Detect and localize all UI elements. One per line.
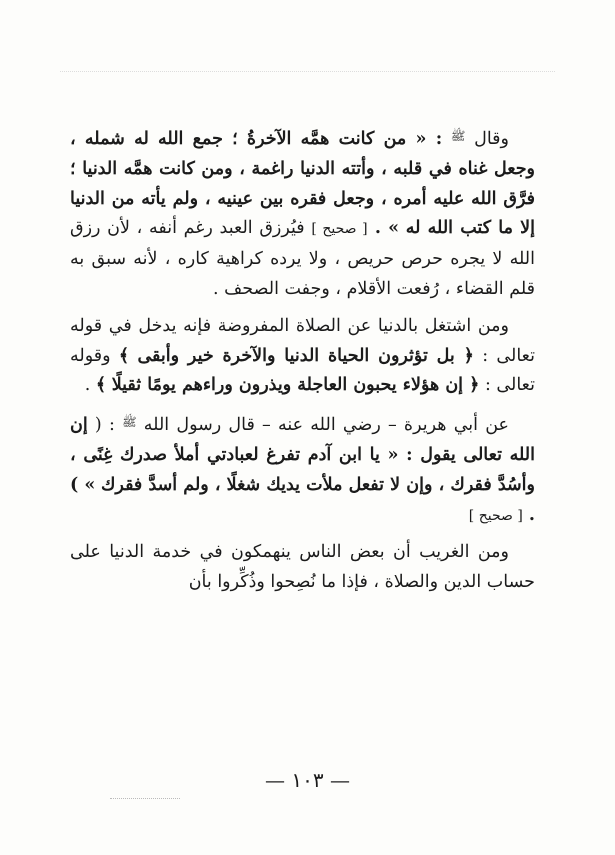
body-text-line: ومن الغريب أن بعض الناس ينهمكون في خدمة الدنيا على حساب الدين والصلاة ، فإذا ما نُصِحوا وذُكِّروا بأن — [70, 542, 535, 593]
verse-text: إن هؤلاء يحبون العاجلة ويذرون وراءهم يومًا ثقيلًا — [111, 375, 464, 396]
intro-text: ومن اشتغل بالدنيا عن الصلاة المفروضة فإنه يدخل في قوله تعالى : — [70, 315, 535, 366]
page-number: — ١٠٣ — — [265, 768, 350, 792]
pbuh-symbol: ﷺ — [122, 415, 137, 430]
scan-smudge — [110, 798, 180, 805]
verse-bracket: ﴾ — [95, 375, 107, 396]
intro-text: عن أبي هريرة – رضي الله عنه – قال رسول الله — [136, 415, 509, 436]
grade-label: [ صحيح ] — [311, 221, 368, 238]
hadith-text: يا ابن آدم تفرغ لعبادتي أملأ صدرك غِنًى ، وأسُدَّ فقرك ، وإن لا تفعل ملأت يديك شغلًا ، ولم أسدَّ فقرك — [70, 444, 535, 495]
speaker-text: إن الله تعالى يقول : — [70, 415, 535, 465]
intro-text: وقال — [474, 129, 509, 149]
commentary-text: فيُرزق العبد رغم أنفه ، لأن رزق الله لا يجره حرص حريص ، ولا يرده كراهية كاره ، لأنه سبق به قلم القضاء ، رُفعت الأقلام ، وجفت الصحف . — [70, 218, 535, 299]
grade-label: [ صحيح ] — [468, 507, 523, 524]
quote-mark: « — [379, 444, 399, 465]
top-rule — [60, 71, 555, 73]
verse-bracket: ﴿ — [463, 375, 480, 396]
quote-mark: : « — [406, 129, 443, 149]
paragraph-hadith-akhira — [70, 122, 535, 305]
end-text: . — [84, 375, 91, 396]
connector-text: وقوله تعالى : — [70, 345, 535, 396]
hadith-text: من كانت همَّه الآخرةُ ؛ جمع الله له شمله ، وجعل غناه في قلبه ، وأتته الدنيا راغمة ، ومن كانت همَّه الدنيا ؛ فرَّق الله عليه أمره ، وجعل فقره بين عينيه ، ولم يأته من الدنيا إلا ما كتب الله له — [70, 129, 535, 239]
pbuh-symbol: ﷺ — [450, 129, 466, 143]
paragraph-closing — [70, 538, 535, 598]
quote-mark: » ) . — [70, 474, 535, 525]
paragraph-quran — [70, 312, 535, 401]
quote-mark: » . — [367, 218, 400, 239]
verse-bracket: ﴾ — [118, 345, 130, 366]
verse-bracket: ﴿ — [454, 345, 474, 366]
quote-mark: : ( — [87, 415, 115, 436]
verse-text: بل تؤثرون الحياة الدنيا والآخرة خير وأبقى — [137, 345, 455, 366]
paragraph-hadith-qudsi — [70, 408, 535, 531]
body-text — [70, 122, 535, 605]
